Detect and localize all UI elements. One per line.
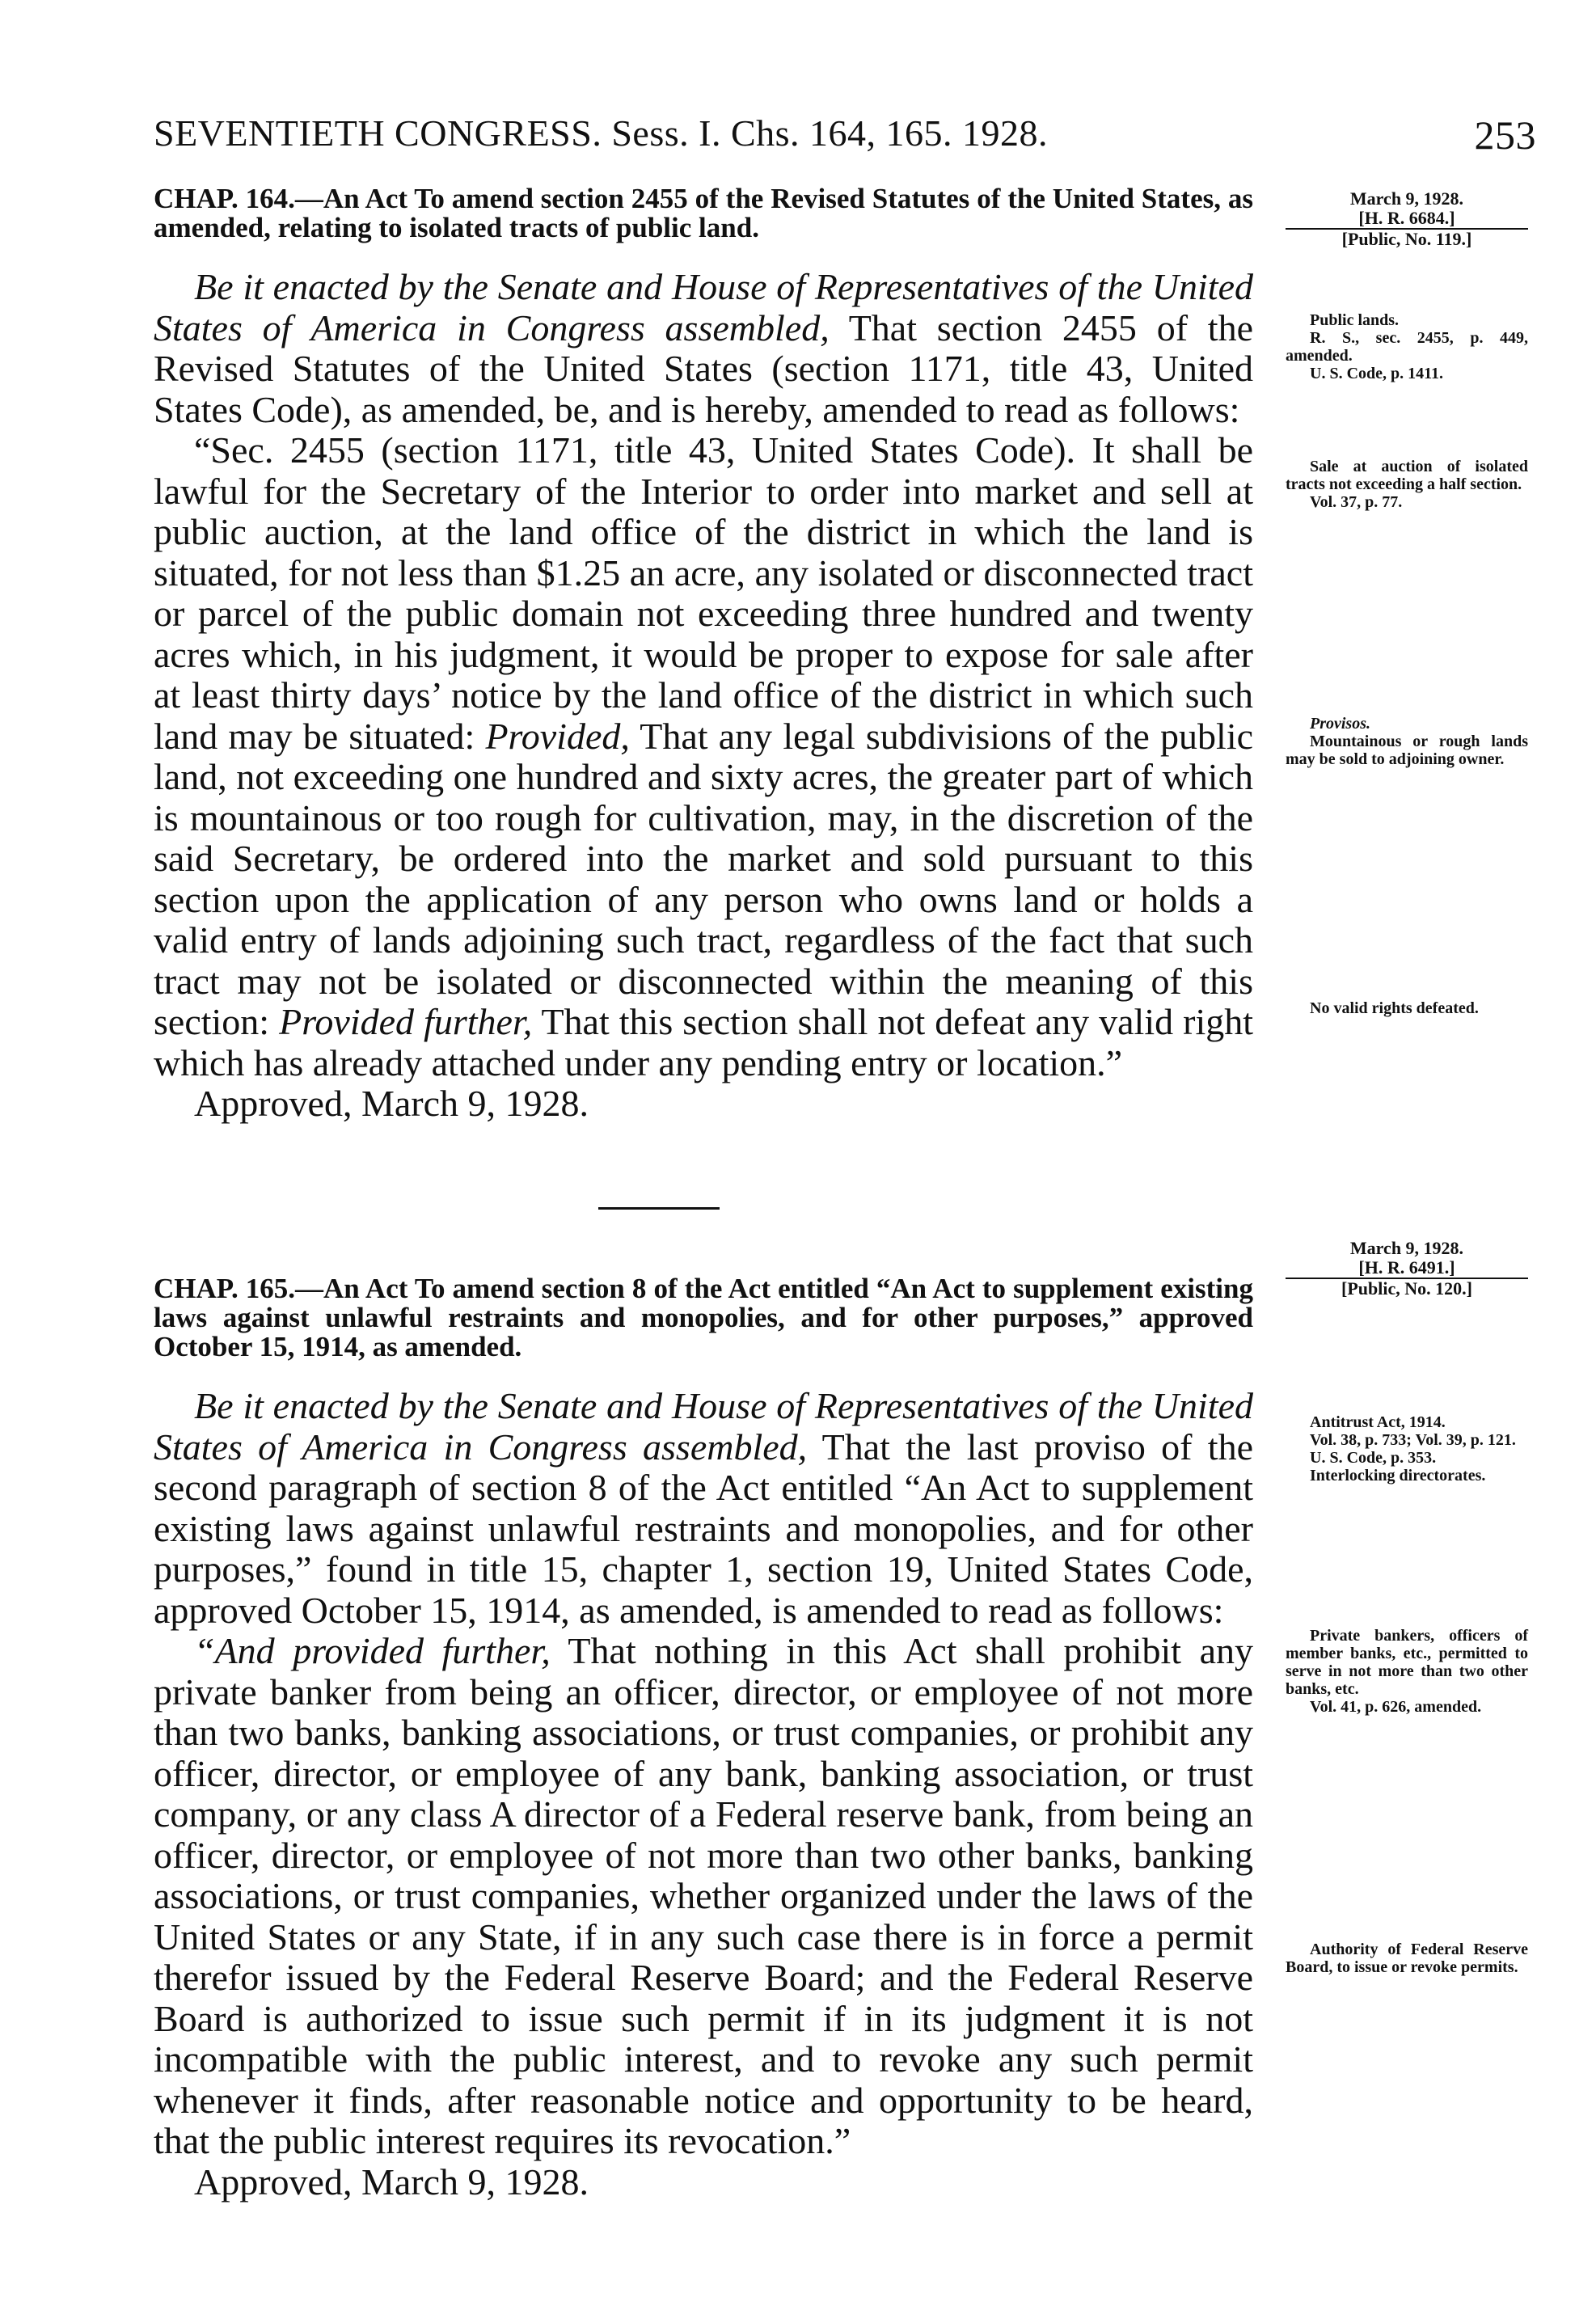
paragraph: That this section shall not defeat any valid right which has already attached under any pending entry or location.” bbox=[154, 1001, 1254, 1083]
margin-bill-number: [H. R. 6491.] bbox=[1286, 1258, 1528, 1279]
page-number: 253 bbox=[1474, 112, 1536, 158]
chapter-164-margin-header bbox=[1286, 189, 1528, 249]
margin-public-number: [Public, No. 119.] bbox=[1341, 229, 1472, 249]
paragraph: That the last proviso of the second paragraph of section 8 of the Act entitled “An Act to supplement existing laws against unlawful restraints and monopolies, and for other purposes,” found in title 15, chapter 1, section 19, United States Code, approved October 15, 1914, as amended, is amended to read as follows: bbox=[154, 1425, 1253, 1631]
chapter-separator-rule bbox=[598, 1207, 720, 1210]
running-head-title: SEVENTIETH CONGRESS. Sess. I. Chs. 164, 165. 1928. bbox=[154, 112, 1049, 154]
chapter-label: CHAP. 165. bbox=[154, 1273, 296, 1304]
chapter-caption bbox=[154, 184, 1253, 243]
side-note-sale-at-auction: Sale at auction of isolated tracts not exceeding a half section. Vol. 37, p. 77. bbox=[1286, 458, 1528, 511]
paragraph: “Sec. 2455 (section 1171, title 43, United States Code). It shall be lawful for the Secretary of the Interior to order into market and sell at public auction, at the land office of the district in which the land is situated, for not less than $1.25 an acre, any isolated or disconnected tract or parcel of the public domain not exceeding three hundred and twenty acres which, in his judgment, it would be proper to expose for sale after at least thirty days’ notice by the land office of the district in which such land may be situated: bbox=[154, 429, 1253, 757]
chapter-label: CHAP. 164. bbox=[154, 183, 295, 214]
chapter-165 bbox=[154, 1274, 1253, 2203]
margin-date: March 9, 1928. bbox=[1349, 188, 1464, 209]
paragraph: That section 2455 of the Revised Statutes of the United States (section 1171, title 43, United States Code), as amended, be, and is hereby, amended to read as follows: bbox=[154, 306, 1254, 430]
paragraph: That any legal subdivisions of the public land, not exceeding one hundred and sixty acres, the greater part of which is mountainous or too rough for cultivation, may, in the discretion of the said Secretary, be ordered into the market and sold pursuant to this section upon the application of any person who owns land or holds a valid entry of lands adjoining such tract, regardless of the fact that such tract may not be isolated or disconnected within the meaning of this section: bbox=[154, 715, 1254, 1042]
chapter-165-margin-header bbox=[1286, 1239, 1528, 1299]
chapter-body bbox=[154, 267, 1253, 1083]
side-note-private-bankers: Private bankers, officers of member banks, etc., permitted to serve in not more than two other banks, etc. Vol. 41, p. 626, amended. bbox=[1286, 1627, 1528, 1716]
margin-date: March 9, 1928. bbox=[1349, 1238, 1464, 1258]
margin-public-number: [Public, No. 120.] bbox=[1341, 1278, 1472, 1299]
side-note-antitrust-act: Antitrust Act, 1914. Vol. 38, p. 733; Vol. 39, p. 121. U. S. Code, p. 353. Interlocking directorates. bbox=[1310, 1413, 1516, 1485]
side-note-provisos: Provisos. Mountainous or rough lands may be sold to adjoining owner. bbox=[1286, 715, 1528, 768]
chapter-caption bbox=[154, 1274, 1253, 1362]
enacting-clause: Be it enacted by the Senate and House of Representatives of the United States of America in Congress assembled, bbox=[154, 1385, 1253, 1468]
margin-bill-number: [H. R. 6684.] bbox=[1286, 209, 1528, 230]
proviso-term: Provided, bbox=[485, 715, 630, 757]
approval-line: Approved, March 9, 1928. bbox=[194, 1083, 589, 1124]
enacting-clause: Be it enacted by the Senate and House of Representatives of the United States of America in Congress assembled, bbox=[154, 266, 1253, 348]
chapter-164 bbox=[154, 184, 1253, 1124]
approval-line: Approved, March 9, 1928. bbox=[194, 2160, 589, 2203]
running-head bbox=[154, 112, 1536, 158]
proviso-term: “And provided further, bbox=[194, 1630, 551, 1671]
proviso-term: Provided further, bbox=[279, 1001, 533, 1042]
side-note-public-lands: Public lands. R. S., sec. 2455, p. 449, amended. U. S. Code, p. 1411. bbox=[1286, 311, 1528, 382]
paragraph: That nothing in this Act shall prohibit any private banker from being an officer, director, or employee of not more than two banks, banking associations, or trust companies, or prohibit any officer, director, or employee of any bank, banking association, or trust company, or any class A director of a Federal reserve bank, from being an officer, director, or employee of not more than two other banks, banking associations, or trust companies, whether organized under the laws of the United States or any State, if in any such case there is in force a permit therefor issued by the Federal Reserve Board; and the Federal Reserve Board is authorized to issue such permit if in its judgment it is not incompatible with the public interest, and to revoke any such permit whenever it finds, after reasonable notice and opportunity to be heard, that the public interest requires its revocation.” bbox=[154, 1630, 1254, 2161]
chapter-body bbox=[154, 1386, 1253, 2162]
caption-text: —An Act To amend section 2455 of the Revised Statutes of the United States, as amended, relating to isolated tracts of public land. bbox=[154, 183, 1253, 243]
side-note-federal-reserve-authority: Authority of Federal Reserve Board, to issue or revoke permits. bbox=[1286, 1941, 1528, 1976]
side-note-no-valid-rights: No valid rights defeated. bbox=[1310, 999, 1479, 1017]
caption-text: —An Act To amend section 8 of the Act entitled “An Act to supplement existing laws against unlawful restraints and monopolies, and for other purposes,” approved October 15, 1914, as amended. bbox=[154, 1273, 1253, 1362]
